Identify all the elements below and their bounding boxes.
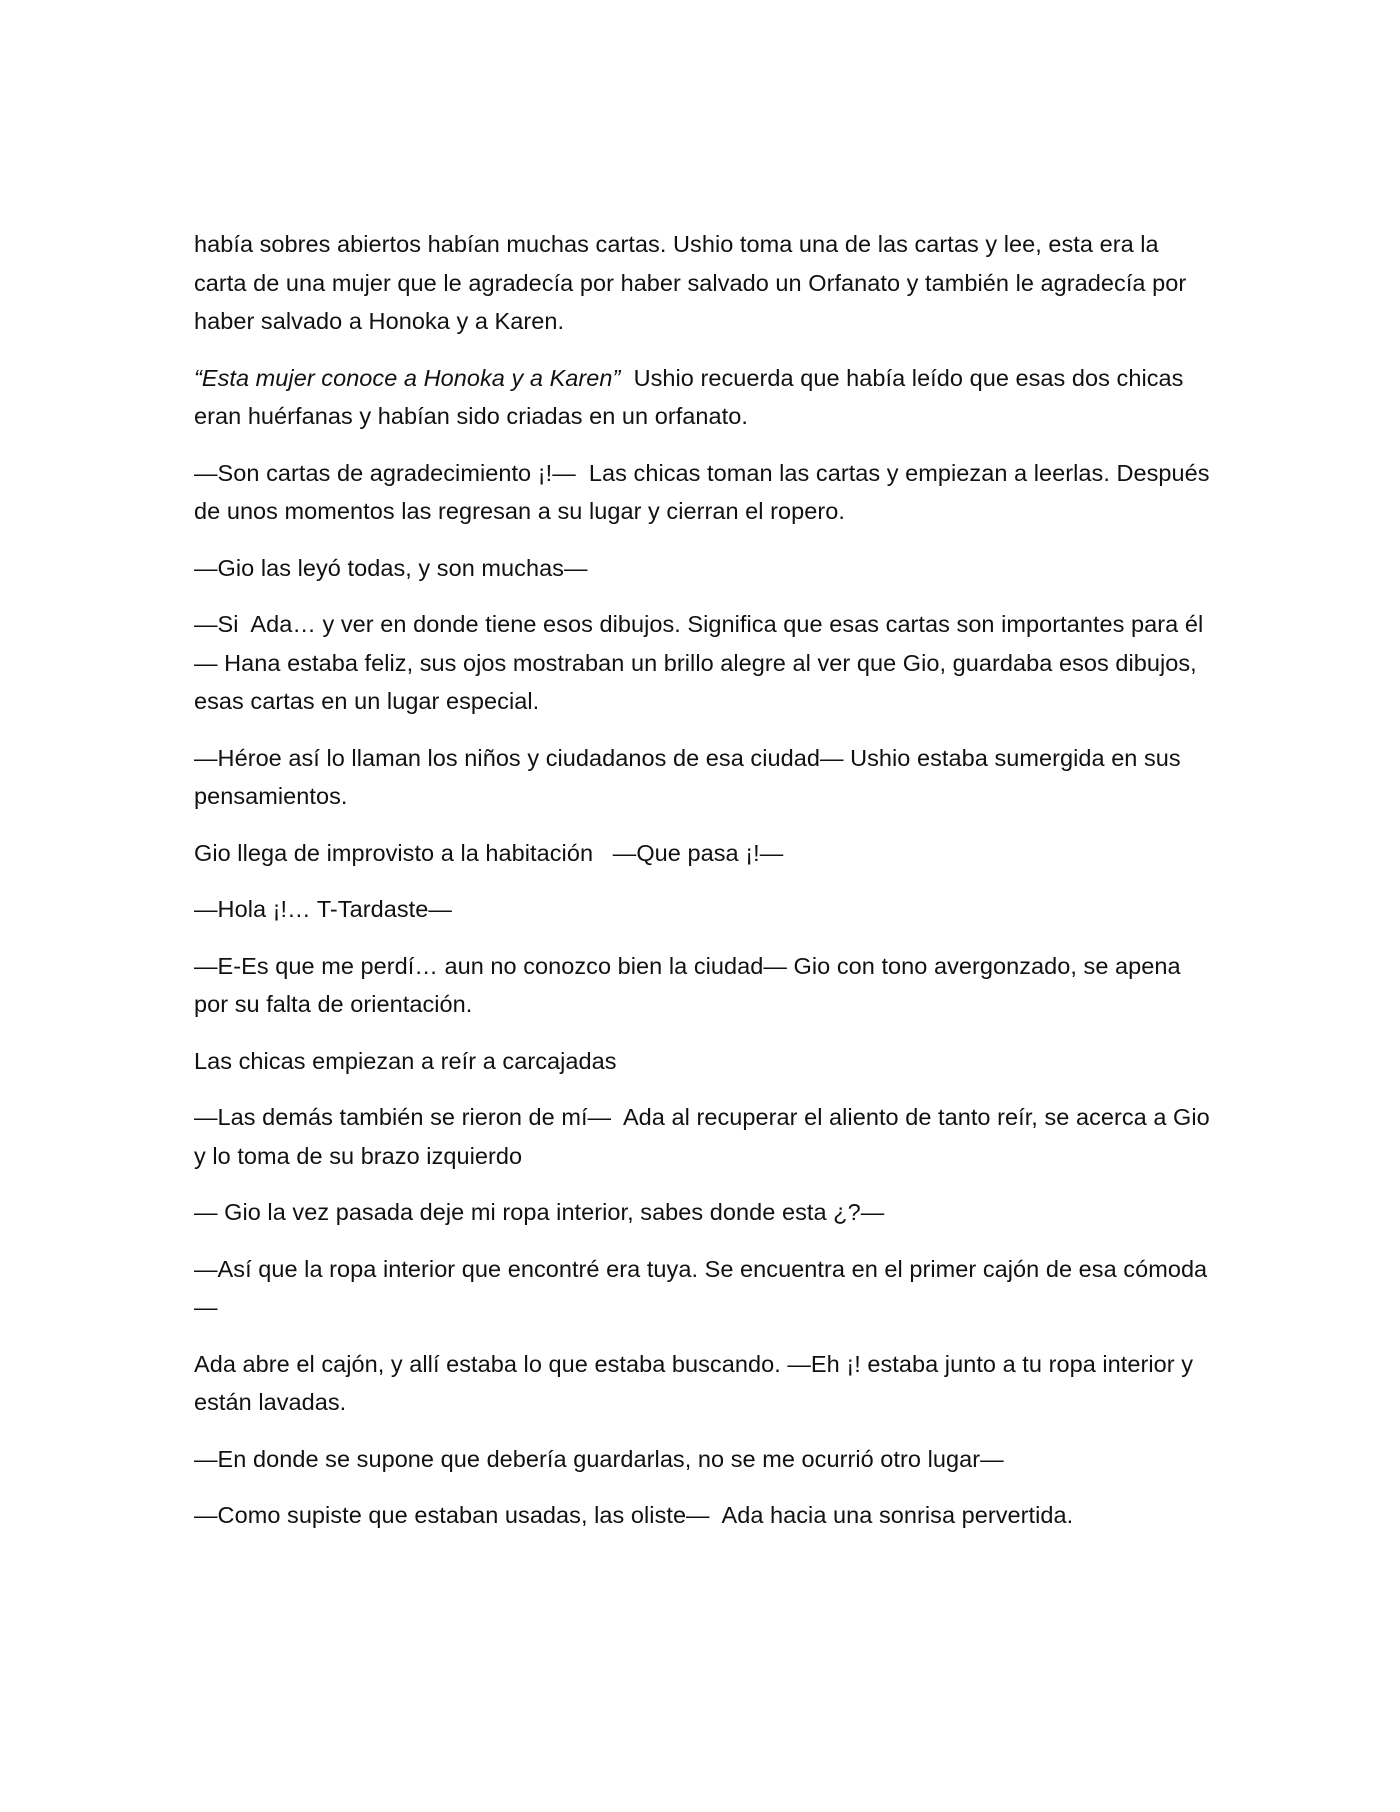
- paragraph-8: —Hola ¡!… T-Tardaste—: [194, 896, 452, 922]
- paragraph-10: Las chicas empiezan a reír a carcajadas: [194, 1047, 617, 1074]
- paragraph-5: —Si Ada… y ver en donde tiene esos dibujos. Significa que esas cartas son importantes para él— Hana estaba feliz, sus ojos mostraban un brillo alegre al ver que Gio, guardaba esos dibujos, esas cartas en un lugar especial.: [194, 611, 1204, 714]
- quoted-thought: “Esta mujer conoce a Honoka y a Karen”: [194, 364, 621, 391]
- paragraph-7: Gio llega de improvisto a la habitación —Que pasa ¡!—: [194, 839, 784, 866]
- paragraph-12: — Gio la vez pasada deje mi ropa interior, sabes donde esta ¿?—: [194, 1199, 885, 1225]
- paragraph-11: —Las demás también se rieron de mí— Ada al recuperar el aliento de tanto reír, se acerca a Gio y lo toma de su brazo izquierdo: [194, 1104, 1217, 1169]
- paragraph-2-text: Ushio recuerda que había leído que esas dos chicas eran huérfanas y habían sido criadas en un orfanato.: [194, 364, 1191, 429]
- paragraph-13: —Así que la ropa interior que encontré era tuya. Se encuentra en el primer cajón de esa cómoda—: [194, 1255, 1208, 1320]
- paragraph-16: —Como supiste que estaban usadas, las oliste— Ada hacia una sonrisa pervertida.: [194, 1502, 1074, 1528]
- paragraph-15: —En donde se supone que debería guardarlas, no se me ocurrió otro lugar—: [194, 1445, 1004, 1472]
- paragraph-14: Ada abre el cajón, y allí estaba lo que estaba buscando. —Eh ¡! estaba junto a tu ropa interior y están lavadas.: [194, 1350, 1200, 1415]
- paragraph-1: había sobres abiertos habían muchas cartas. Ushio toma una de las cartas y lee, esta era la carta de una mujer que le agradecía por haber salvado un Orfanato y también le agradecía por haber salvado a Honoka y a Karen.: [194, 231, 1193, 334]
- paragraph-9: —E-Es que me perdí… aun no conozco bien la ciudad— Gio con tono avergonzado, se apena por su falta de orientación.: [194, 952, 1188, 1017]
- paragraph-3: —Son cartas de agradecimiento ¡!— Las chicas toman las cartas y empiezan a leerlas. Después de unos momentos las regresan a su lugar y cierran el ropero.: [194, 459, 1217, 524]
- paragraph-4: —Gio las leyó todas, y son muchas—: [194, 554, 588, 581]
- paragraph-6: —Héroe así lo llaman los niños y ciudadanos de esa ciudad— Ushio estaba sumergida en sus pensamientos.: [194, 744, 1188, 809]
- paragraph-2: [194, 359, 1214, 436]
- document-body: [194, 225, 1217, 1553]
